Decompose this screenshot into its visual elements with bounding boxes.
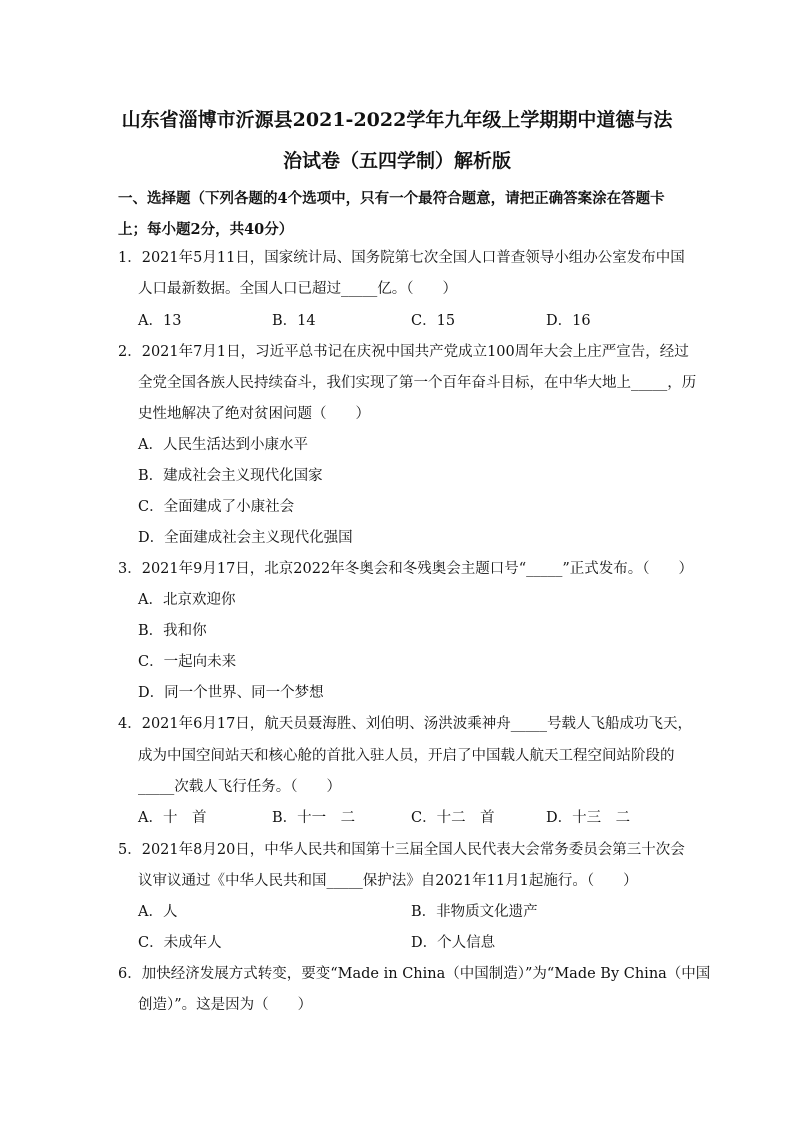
document-title-line-1: 山东省淄博市沂源县2021-2022学年九年级上学期期中道德与法 — [121, 109, 673, 131]
question-3-option-a: A．北京欢迎你 — [138, 592, 236, 608]
question-5-line-1: 5．2021年8月20日，中华人民共和国第十三届全国人民代表大会常务委员会第三十次会 — [118, 842, 685, 858]
question-3-line-1: 3．2021年9月17日，北京2022年冬奥会和冬残奥会主题口号“_____”正式发布。（ ） — [118, 561, 694, 577]
question-1-option-a: A．13 — [138, 313, 182, 329]
question-4-line-2: 成为中国空间站天和核心舱的首批入驻人员，开启了中国载人航天工程空间站阶段的 — [138, 748, 675, 764]
question-2-option-c: C．全面建成了小康社会 — [138, 499, 295, 515]
question-5-number: 5． — [118, 842, 142, 858]
question-4-line-1: 4．2021年6月17日，航天员聂海胜、刘伯明、汤洪波乘神舟_____号载人飞船成功飞天， — [118, 716, 693, 732]
question-2-option-b: B．建成社会主义现代化国家 — [138, 468, 323, 484]
question-5-option-a: A．人 — [138, 904, 178, 920]
section-heading: 一、选择题（下列各题的4个选项中，只有一个最符合题意，请把正确答案涂在答题卡上；每小题2分，共40分） — [118, 190, 665, 238]
question-2-line-1: 2．2021年7月1日，习近平总书记在庆祝中国共产党成立100周年大会上庄严宣告，经过 — [118, 344, 689, 360]
question-5-option-c: C．未成年人 — [138, 935, 222, 951]
question-1-number: 1． — [118, 250, 142, 266]
question-3-option-c: C．一起向未来 — [138, 654, 237, 670]
question-4-option-a: A．十 首 — [138, 810, 207, 826]
question-5-option-b: B．非物质文化遗产 — [411, 904, 538, 920]
question-2-number: 2． — [118, 344, 142, 360]
question-6-line-2: 创造）”。这是因为（ ） — [138, 997, 313, 1013]
question-4-option-b: B．十一 二 — [272, 810, 356, 826]
question-1-option-d: D．16 — [546, 313, 591, 329]
question-1-option-c: C．15 — [411, 313, 456, 329]
question-4-option-d: D．十三 二 — [546, 810, 631, 826]
question-4-line-3: _____次载人飞行任务。（ ） — [138, 779, 341, 795]
question-3-option-b: B．我和你 — [138, 623, 207, 639]
question-1-line-2: 人口最新数据。全国人口已超过_____亿。（ ） — [138, 281, 457, 297]
question-1-line-1: 1．2021年5月11日，国家统计局、国务院第七次全国人口普查领导小组办公室发布中国 — [118, 250, 685, 266]
question-4-option-c: C．十二 首 — [411, 810, 495, 826]
question-2-option-d: D．全面建成社会主义现代化强国 — [138, 530, 353, 546]
question-2-line-3: 史性地解决了绝对贫困问题（ ） — [138, 406, 370, 422]
question-6-line-1: 6．加快经济发展方式转变，要变“Made in China（中国制造）”为“Made By China（中国 — [118, 966, 711, 982]
question-6-number: 6． — [118, 966, 142, 982]
question-5-line-2: 议审议通过《中华人民共和国_____保护法》自2021年11月1起施行。（ ） — [138, 873, 638, 889]
question-3-number: 3． — [118, 561, 142, 577]
document-title-line-2: 治试卷（五四学制）解析版 — [282, 150, 511, 172]
question-3-option-d: D．同一个世界、同一个梦想 — [138, 685, 324, 701]
question-2-line-2: 全党全国各族人民持续奋斗，我们实现了第一个百年奋斗目标，在中华大地上_____，历 — [138, 375, 697, 391]
question-2-option-a: A．人民生活达到小康水平 — [138, 437, 308, 453]
question-1-option-b: B．14 — [272, 313, 316, 329]
question-5-option-d: D．个人信息 — [411, 935, 496, 951]
question-4-number: 4． — [118, 716, 142, 732]
